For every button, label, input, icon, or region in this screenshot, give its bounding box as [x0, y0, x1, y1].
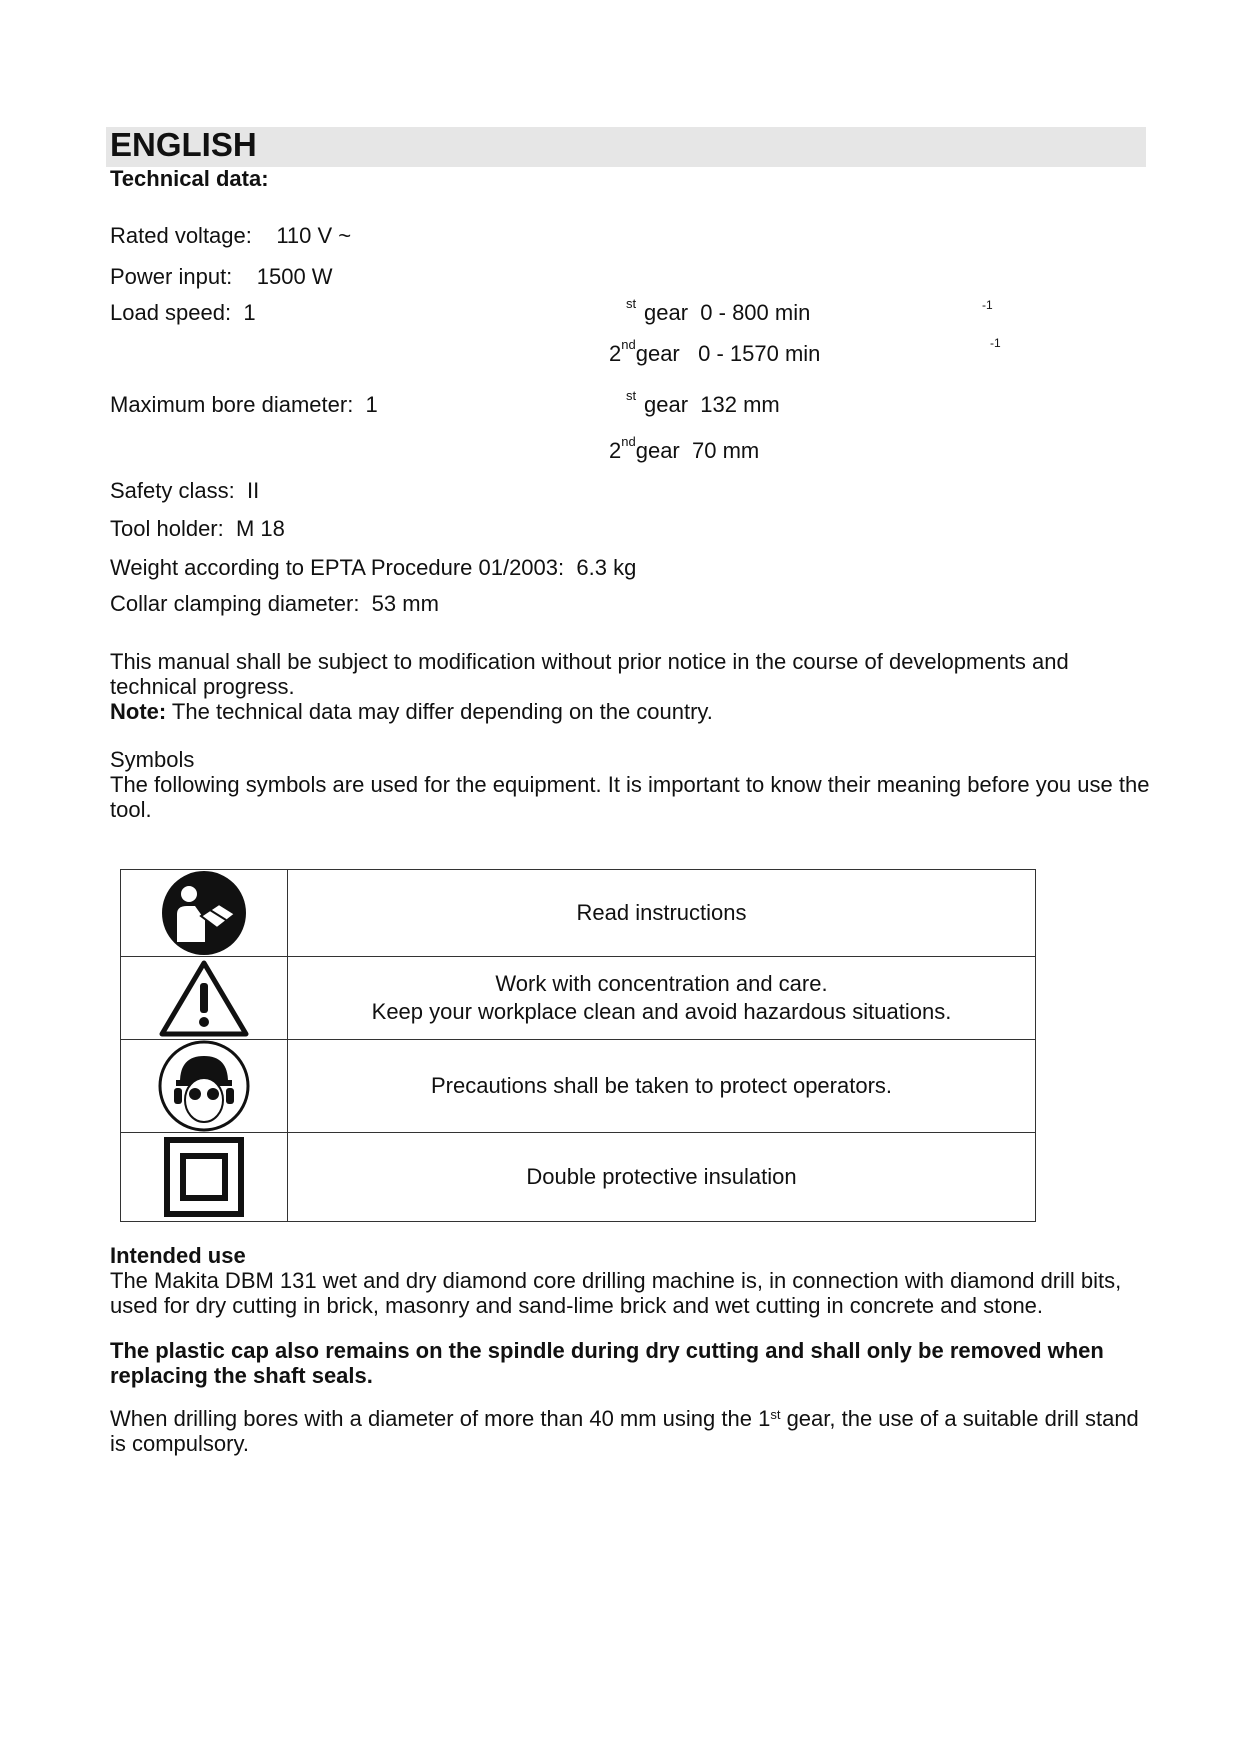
note-label: Note: [110, 699, 167, 724]
collar-label: Collar clamping diameter: [110, 591, 360, 616]
symbol-description-line2: Keep your workplace clean and avoid hazardous situations. [371, 999, 952, 1024]
power-input-value: 1500 W [256, 264, 333, 289]
max-bore-gear2-number: 2 [609, 438, 622, 463]
weight-row [110, 555, 636, 581]
symbol-icon-cell [121, 957, 288, 1040]
max-bore-gear1-value: 132 mm [700, 392, 780, 417]
collar-row [110, 591, 439, 617]
max-bore-label-row [110, 392, 378, 418]
symbol-row [121, 870, 1036, 957]
max-bore-gear2-sup: nd [621, 434, 636, 449]
symbol-description-line1: Double protective insulation [526, 1164, 797, 1189]
double-insulation-icon [163, 1136, 245, 1218]
symbol-row [121, 957, 1036, 1040]
manual-modification-text: This manual shall be subject to modification without prior notice in the course of developments and technical progress. [110, 649, 1069, 699]
plastic-cap-note: The plastic cap also remains on the spindle during dry cutting and shall only be removed when replacing the shaft seals. [110, 1338, 1104, 1388]
safety-class-row [110, 478, 259, 504]
symbol-icon-cell [121, 1133, 288, 1222]
load-speed-gear2-text: gear [635, 341, 680, 366]
symbols-intro: The following symbols are used for the equipment. It is important to know their meaning before you use the tool. [110, 772, 1150, 822]
max-bore-gear2-text: gear [635, 438, 680, 463]
symbol-description-cell [288, 957, 1036, 1040]
max-bore-gear1 [644, 392, 780, 418]
intended-use-heading: Intended use [110, 1243, 246, 1268]
max-bore-gear2-value: 70 mm [692, 438, 760, 463]
tool-holder-value: M 18 [235, 516, 285, 541]
load-speed-gear1-exponent: -1 [982, 298, 993, 312]
drill-stand-sup: st [770, 1407, 781, 1422]
intended-use-text: The Makita DBM 131 wet and dry diamond core drilling machine is, in connection with diamond drill bits, used for dry cutting in brick, masonry and sand-lime brick and wet cutting in concrete and stone. [110, 1268, 1122, 1318]
collar-value: 53 mm [371, 591, 439, 616]
language-header-bar [106, 127, 1146, 167]
drill-stand-text-b: gear, the use of a suitable drill stand is compulsory. [110, 1406, 1139, 1456]
read-manual-icon [161, 870, 247, 956]
load-speed-gear1 [644, 300, 810, 326]
symbol-description-cell [288, 1040, 1036, 1133]
rated-voltage-row [110, 223, 351, 249]
load-speed-label: Load speed: [110, 300, 232, 325]
symbol-row [121, 1040, 1036, 1133]
symbol-icon-cell [121, 1040, 288, 1133]
tool-holder-label: Tool holder: [110, 516, 224, 541]
weight-label: Weight according to EPTA Procedure 01/2003: [110, 555, 565, 580]
max-bore-label: Maximum bore diameter: [110, 392, 354, 417]
note-text: The technical data may differ depending on the country. [166, 699, 713, 724]
symbol-description-cell [288, 870, 1036, 957]
load-speed-gear1-number: 1 [243, 300, 256, 325]
drill-stand-text-a: When drilling bores with a diameter of more than 40 mm using the 1 [110, 1406, 771, 1431]
symbol-icon-cell [121, 870, 288, 957]
max-bore-gear1-sup: st [626, 388, 637, 403]
load-speed-gear1-value: 0 - 800 min [700, 300, 811, 325]
tool-holder-row [110, 516, 285, 542]
max-bore-gear1-number: 1 [365, 392, 378, 417]
protective-gear-icon [158, 1040, 250, 1132]
symbol-description-line1: Precautions shall be taken to protect operators. [430, 1073, 893, 1098]
load-speed-gear1-sup: st [626, 296, 637, 311]
symbol-description-line1: Work with concentration and care. [495, 971, 828, 996]
weight-value: 6.3 kg [576, 555, 637, 580]
warning-triangle-icon [159, 959, 249, 1037]
load-speed-gear2-exponent: -1 [990, 336, 1001, 350]
load-speed-label-row [110, 300, 256, 326]
section-title: Technical data: [110, 166, 269, 191]
symbol-row [121, 1133, 1036, 1222]
load-speed-gear2 [609, 337, 821, 367]
safety-class-label: Safety class: [110, 478, 235, 503]
symbol-description-line1: Read instructions [576, 900, 747, 925]
language-title: ENGLISH [110, 126, 257, 163]
load-speed-gear2-number: 2 [609, 341, 622, 366]
load-speed-gear1-text: gear [644, 300, 689, 325]
symbols-title: Symbols [110, 747, 195, 772]
rated-voltage-label: Rated voltage: [110, 223, 252, 248]
max-bore-gear1-text: gear [644, 392, 689, 417]
symbol-description-cell [288, 1133, 1036, 1222]
safety-class-value: II [246, 478, 260, 503]
power-input-label: Power input: [110, 264, 233, 289]
rated-voltage-value: 110 V ~ [276, 223, 352, 248]
note-paragraph [110, 699, 1150, 724]
power-input-row [110, 264, 333, 290]
load-speed-gear2-value: 0 - 1570 min [698, 341, 821, 366]
drill-stand-note [110, 1406, 1150, 1456]
max-bore-gear2 [609, 434, 760, 464]
load-speed-gear2-sup: nd [621, 337, 636, 352]
symbols-table [120, 869, 1036, 1222]
